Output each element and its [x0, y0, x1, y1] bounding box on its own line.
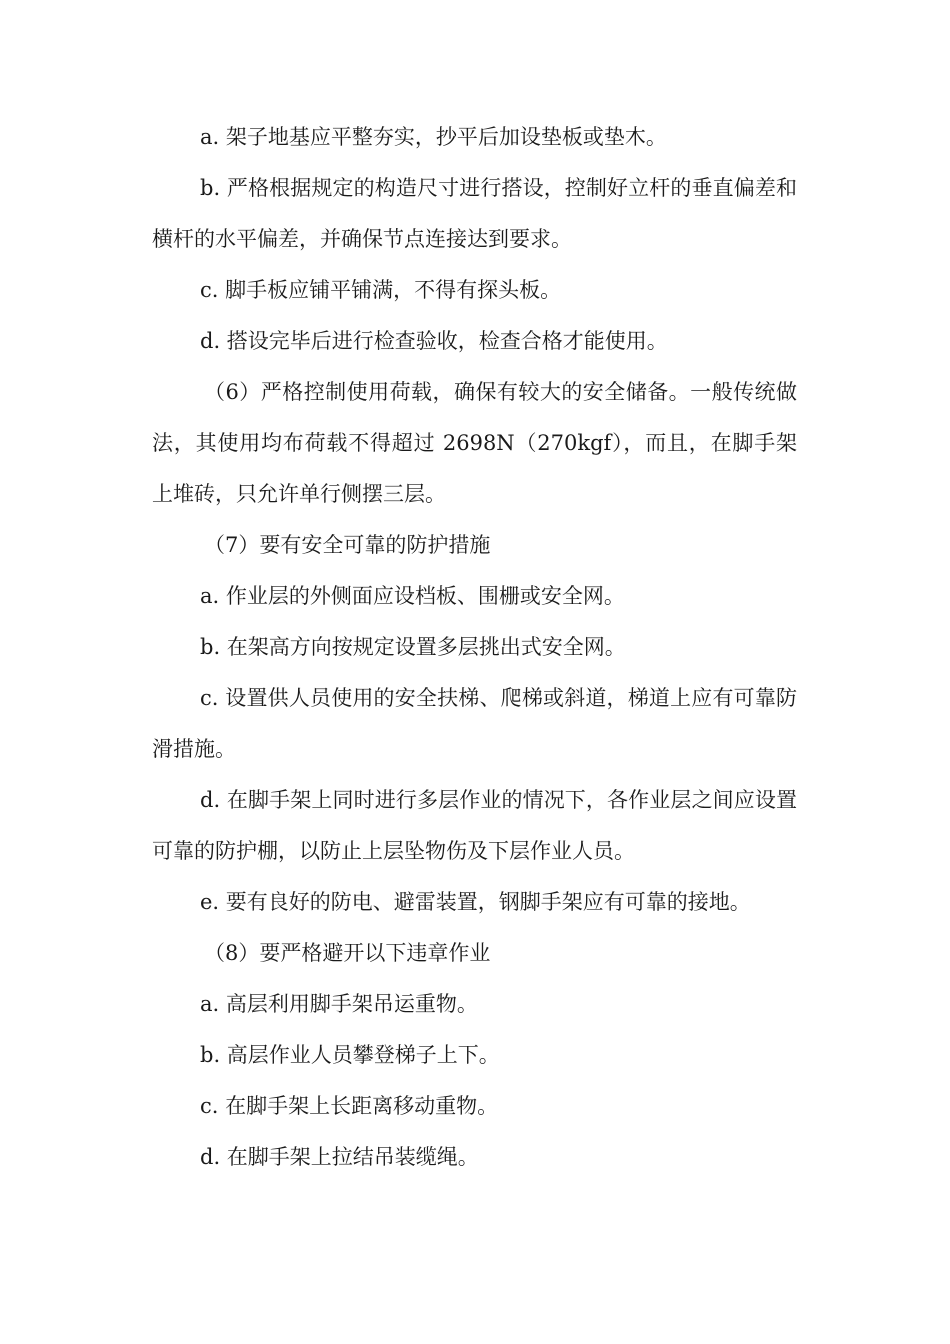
paragraph-a-hoisting: a. 高层利用脚手架吊运重物。 [200, 992, 478, 1016]
section-7-protection-heading: （7）要有安全可靠的防护措施 [204, 533, 491, 557]
paragraph-c-ladders: c. 设置供人员使用的安全扶梯、爬梯或斜道，梯道上应有可靠防滑措施。 [152, 686, 797, 761]
section-6-load-control: （6）严格控制使用荷载，确保有较大的安全储备。一般传统做法，其使用均布荷载不得超过 2698N（270kgf），而且，在脚手架上堆砖，只允许单行侧摆三层。 [152, 380, 797, 506]
paragraph-d-inspection: d. 搭设完毕后进行检查验收，检查合格才能使用。 [200, 329, 668, 353]
paragraph-a-foundation: a. 架子地基应平整夯实，抄平后加设垫板或垫木。 [200, 125, 667, 149]
paragraph-b-safety-net: b. 在架高方向按规定设置多层挑出式安全网。 [200, 635, 626, 659]
paragraph-a-work-layer-barrier: a. 作业层的外侧面应设档板、围栅或安全网。 [200, 584, 625, 608]
document-body [152, 112, 797, 1183]
paragraph-e-grounding: e. 要有良好的防电、避雷装置，钢脚手架应有可靠的接地。 [200, 890, 751, 914]
paragraph-b-construction-dimensions: b. 严格根据规定的构造尺寸进行搭设，控制好立杆的垂直偏差和横杆的水平偏差，并确保节点连接达到要求。 [152, 176, 797, 251]
section-8-violations-heading: （8）要严格避开以下违章作业 [204, 941, 491, 965]
paragraph-c-scaffold-boards: c. 脚手板应铺平铺满，不得有探头板。 [200, 278, 562, 302]
paragraph-d-cables: d. 在脚手架上拉结吊装缆绳。 [200, 1145, 479, 1169]
paragraph-b-climbing: b. 高层作业人员攀登梯子上下。 [200, 1043, 500, 1067]
paragraph-d-protective-shed: d. 在脚手架上同时进行多层作业的情况下，各作业层之间应设置可靠的防护棚，以防止上层坠物伤及下层作业人员。 [152, 788, 797, 863]
paragraph-c-moving-objects: c. 在脚手架上长距离移动重物。 [200, 1094, 499, 1118]
